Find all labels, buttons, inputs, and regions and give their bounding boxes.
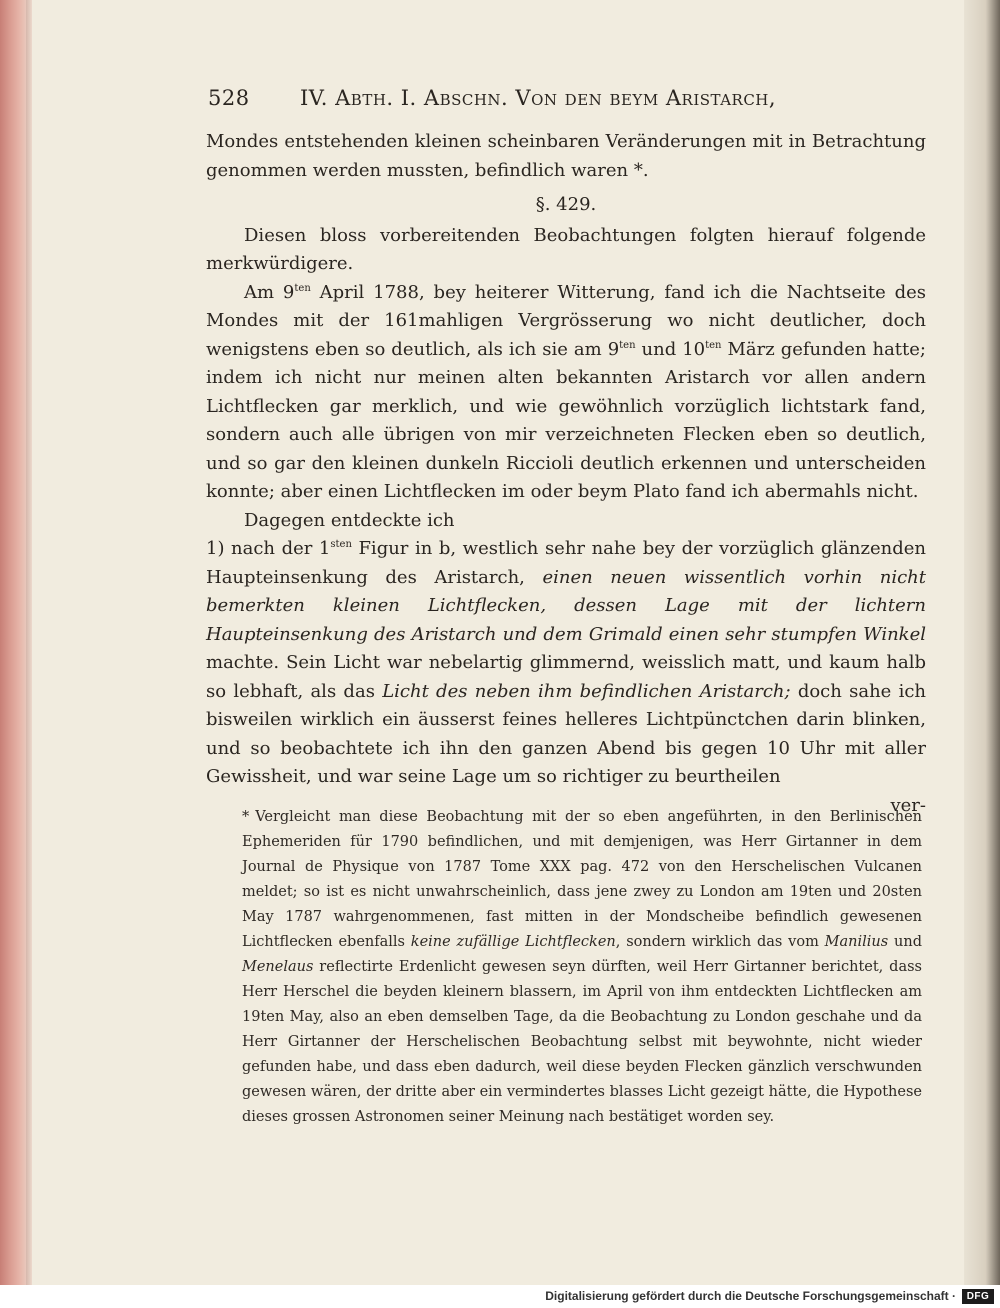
book-page <box>32 0 964 1285</box>
text-run: Vergleicht man diese Beobachtung mit der so eben angeführten, in den Berlinischen Ephemeriden für 1790 befindlichen, und mit demjenigen, was Herr Girtanner in dem Journal de Physique von 1787 Tome XXX pag. 472 von den Herschelischen Vulcanen meldet; so ist es nicht unwahrscheinlich, dass jene zwey zu London am 19ten und 20sten May 1787 wahrgenommenen, fast mitten in der Mondscheibe befindlich gewesenen Lichtflecken ebenfalls <box>242 809 922 950</box>
superscript: sten <box>330 539 352 550</box>
running-header <box>208 86 908 118</box>
funding-credit: Digitalisierung gefördert durch die Deutsche Forschungsgemeinschaft · <box>545 1289 956 1303</box>
emphasis: Manilius <box>824 934 889 950</box>
text-run: doch sahe ich bisweilen wirklich ein äusserst feines helleres Lichtpünctchen darin blinken, und so beobachtete ich ihn den ganzen Abend bis gegen 10 Uhr mit aller Gewissheit, und war seine Lage um so richtiger zu beurtheilen <box>206 680 927 787</box>
dfg-logo: DFG <box>962 1289 994 1304</box>
continuation-paragraph: Mondes entstehenden kleinen scheinbaren Veränderungen mit in Betrachtung genommen werden mussten, befindlich waren *. <box>206 131 926 181</box>
numbered-item <box>206 535 926 792</box>
text-run: Am 9 <box>244 281 295 303</box>
superscript: ten <box>294 282 311 294</box>
footnote <box>242 805 922 1130</box>
text-run: machte. Sein Licht war nebelartig glimmernd, weisslich matt, und kaum halb so lebhaft, als das <box>206 652 926 702</box>
catchword: ver- <box>890 794 926 816</box>
footnote-text <box>242 805 922 1130</box>
emphasis: keine zufällige Lichtflecken <box>410 934 616 950</box>
main-text <box>206 128 926 820</box>
superscript: ten <box>705 339 722 351</box>
paragraph: Diesen bloss vorbereitenden Beobachtungen folgten hierauf folgende merkwürdigere. <box>206 224 926 274</box>
text-run: April 1788, bey heiterer Witterung, fand ich die Nachtseite des Mondes mit der 161mahligen Vergrösserung wo nicht deutlicher, doch wenigstens eben so deutlich, als ich sie am 9 <box>206 281 926 360</box>
emphasis: Menelaus <box>242 959 314 975</box>
book-gutter-right <box>964 0 1000 1285</box>
footnote-mark: * <box>242 809 250 825</box>
text-run: und 10 <box>635 338 706 360</box>
book-edge-left <box>0 0 32 1285</box>
text-run: Figur in b, westlich sehr nahe bey der vorzüglich glänzenden Haupteinsenkung des Aristarch, <box>206 538 926 588</box>
running-title: IV. Abth. I. Abschn. Von den beym Aristarch, <box>300 86 777 110</box>
text-run: , sondern wirklich das vom <box>615 934 825 950</box>
section-number: §. 429. <box>535 194 597 215</box>
text-run: reflectirte Erdenlicht gewesen seyn dürften, weil Herr Girtanner berichtet, dass Herr Herschel die beyden kleinern blassern, im April von ihm entdeckten Lichtflecken am 19ten May, also an eben demselben Tage, da die Beobachtung zu London geschahe und da Herr Girtanner der Herschelischen Beobachtung selbst mit beywohnte, nicht wieder gefunden habe, und dass eben dadurch, weil diese beyden Flecken gänzlich verschwunden gewesen wären, der dritte aber ein vermindertes blasses Licht gezeigt hätte, die Hypothese dieses grossen Astronomen seiner Meinung nach bestätiget worden sey. <box>242 959 922 1125</box>
emphasis: einen neuen wissentlich vorhin nicht bemerkten kleinen Lichtflecken, dessen Lage mit der lichtern Haupteinsenkung des Aristarch und dem Grimald einen sehr stumpfen Winkel <box>206 566 926 645</box>
digitization-footer <box>0 1285 1000 1308</box>
superscript: ten <box>619 339 636 351</box>
paragraph: Dagegen entdeckte ich <box>244 509 455 531</box>
text-run: und <box>888 934 922 950</box>
text-run: 1) nach der 1 <box>206 538 331 559</box>
page-number: 528 <box>208 86 250 110</box>
emphasis: Licht des neben ihm befindlichen Aristarch; <box>382 680 791 702</box>
text-run: März gefunden hatte; indem ich nicht nur meinen alten bekannten Aristarch vor allen andern Lichtflecken gar merklich, und wie gewöhnlich vorzüglich lichtstark fand, sondern auch alle übrigen von mir verzeichneten Flecken eben so deutlich, und so gar den kleinen dunkeln Riccioli deutlich erkennen und unterscheiden konnte; aber einen Lichtflecken im oder beym Plato fand ich abermahls nicht. <box>206 338 926 502</box>
paragraph <box>206 279 926 507</box>
